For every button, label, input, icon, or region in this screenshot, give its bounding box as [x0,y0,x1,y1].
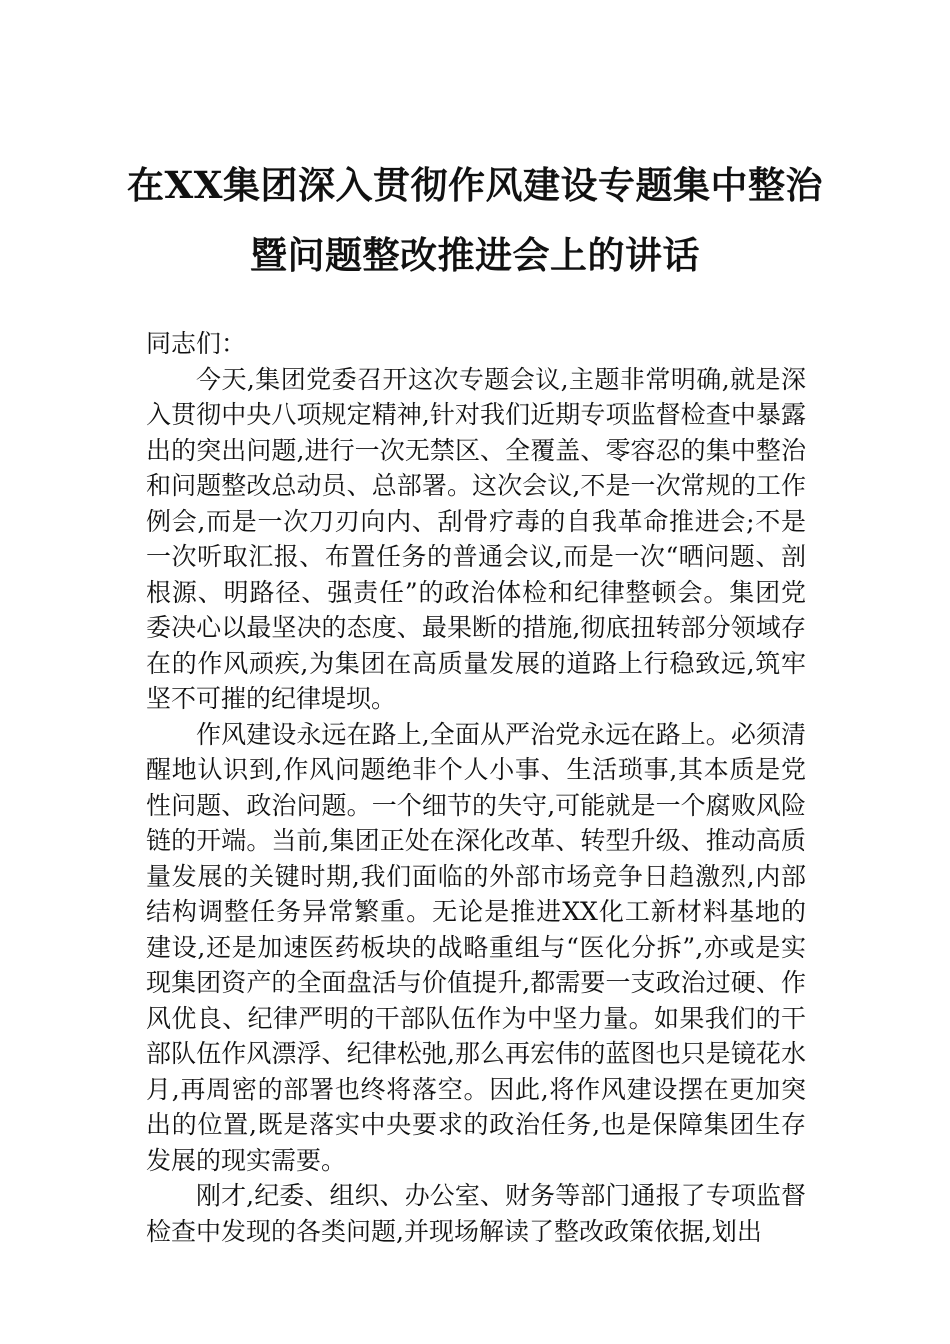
document-title-line-1: 在XX集团深入贯彻作风建设专题集中整治 [127,163,823,207]
salutation: 同志们： [146,329,247,358]
paragraph-3: 刚才,纪委、组织、办公室、财务等部门通报了专项监督检查中发现的各类问题,并现场解读了整改政策依据,划出 [146,1181,806,1246]
document-body [146,326,806,1249]
paragraph-1: 今天,集团党委召开这次专题会议,主题非常明确,就是深入贯彻中央八项规定精神,针对我们近期专项监督检查中暴露出的突出问题,进行一次无禁区、全覆盖、零容忍的集中整治和问题整改总动员、总部署。这次会议,不是一次常规的工作例会,而是一次刀刃向内、刮骨疗毒的自我革命推进会;不是一次听取汇报、布置任务的普通会议,而是一次“晒问题、剖根源、明路径、强责任”的政治体检和纪律整顿会。集团党委决心以最坚决的态度、最果断的措施,彻底扭转部分领域存在的作风顽疾,为集团在高质量发展的道路上行稳致远,筑牢坚不可摧的纪律堤坝。 [146,364,806,713]
document-title-line-2: 暨问题整改推进会上的讲话 [250,233,700,277]
paragraph-2: 作风建设永远在路上,全面从严治党永远在路上。必须清醒地认识到,作风问题绝非个人小事、生活琐事,其本质是党性问题、政治问题。一个细节的失守,可能就是一个腐败风险链的开端。当前,集团正处在深化改革、转型升级、推动高质量发展的关键时期,我们面临的外部市场竞争日趋激烈,内部结构调整任务异常繁重。无论是推进XX化工新材料基地的建设,还是加速医药板块的战略重组与“医化分拆”,亦或是实现集团资产的全面盘活与价值提升,都需要一支政治过硬、作风优良、纪律严明的干部队伍作为中坚力量。如果我们的干部队伍作风漂浮、纪律松弛,那么再宏伟的蓝图也只是镜花水月,再周密的部署也终将落空。因此,将作风建设摆在更加突出的位置,既是落实中央要求的政治任务,也是保障集团生存发展的现实需要。 [146,719,806,1175]
